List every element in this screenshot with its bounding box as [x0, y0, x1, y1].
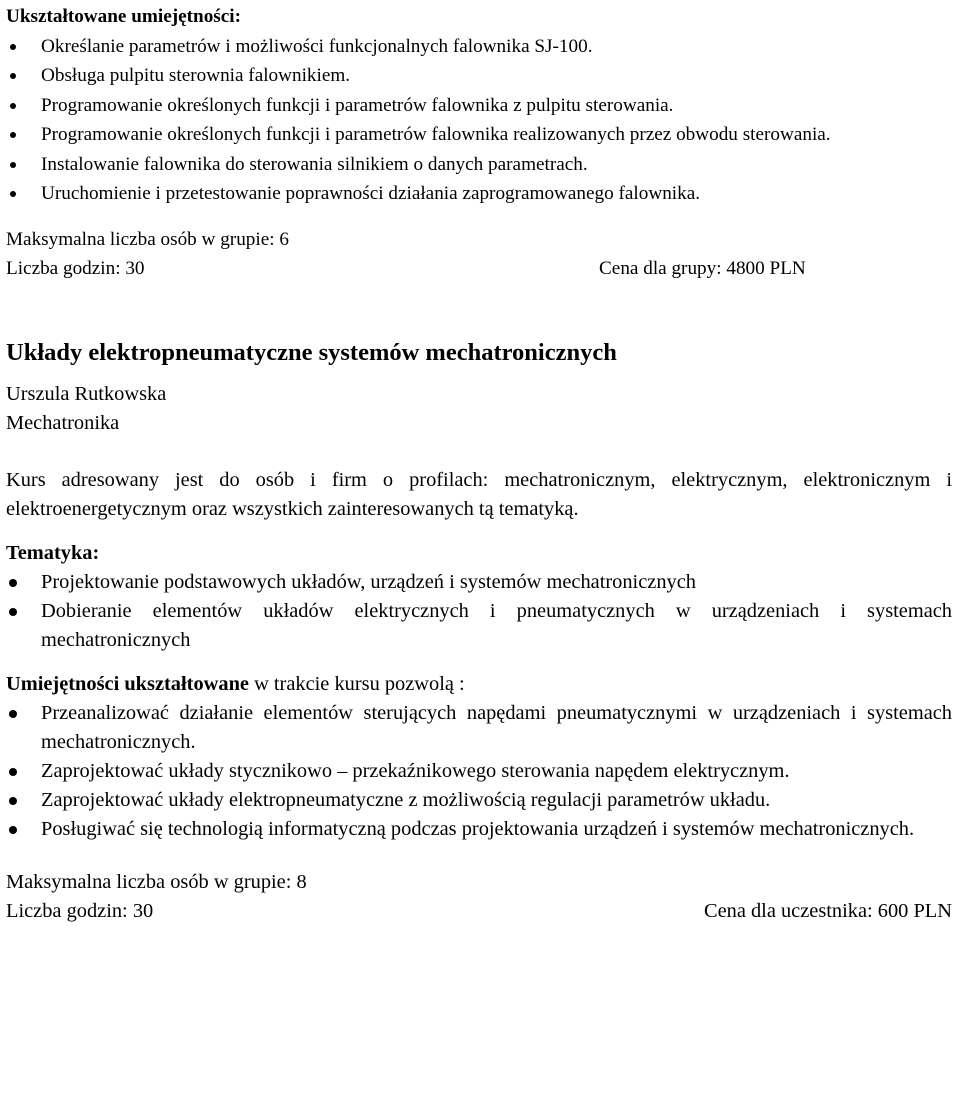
course-title: Układy elektropneumatyczne systemów mechatronicznych	[6, 338, 617, 366]
list-item: Programowanie określonych funkcji i parametrów falownika realizowanych przez obwodu sterowania.	[6, 120, 952, 150]
list-item: Programowanie określonych funkcji i parametrów falownika z pulpitu sterowania.	[6, 91, 952, 121]
course-hours: Liczba godzin: 30	[6, 899, 154, 922]
course-hours: Liczba godzin: 30	[6, 258, 145, 279]
skills-heading-rest: w trakcie kursu pozwolą :	[248, 672, 465, 695]
max-group-size: Maksymalna liczba osób w grupie: 8	[6, 870, 307, 893]
list-item: Zaprojektować układy elektropneumatyczne z możliwością regulacji parametrów układu.	[6, 786, 952, 815]
topics-heading: Tematyka:	[6, 541, 100, 564]
skills-heading-2	[6, 670, 952, 699]
skills-heading-bold: Umiejętności ukształtowane	[6, 672, 249, 695]
course-section-inverter	[6, 2, 952, 284]
list-item: Posługiwać się technologią informatyczną podczas projektowania urządzeń i systemów mechatronicznych.	[6, 815, 952, 844]
course-author: Urszula Rutkowska	[6, 382, 167, 405]
skills-heading: Ukształtowane umiejętności:	[6, 6, 242, 27]
list-item: Obsługa pulpitu sterownia falownikiem.	[6, 61, 952, 91]
list-item: Projektowanie podstawowych układów, urządzeń i systemów mechatronicznych	[6, 568, 952, 597]
course-price: Cena dla grupy: 4800 PLN	[599, 258, 806, 279]
hours-price-row	[6, 254, 952, 284]
max-group-size: Maksymalna liczba osób w grupie: 6	[6, 228, 289, 250]
course-field: Mechatronika	[6, 411, 120, 434]
list-item: Określanie parametrów i możliwości funkcjonalnych falownika SJ-100.	[6, 32, 952, 62]
list-item: Dobieranie elementów układów elektrycznych i pneumatycznych w urządzeniach i systemach mechatronicznych	[6, 597, 952, 655]
list-item: Uruchomienie i przetestowanie poprawności działania zaprogramowanego falownika.	[6, 179, 952, 209]
list-item: Instalowanie falownika do sterowania silnikiem o danych parametrach.	[6, 150, 952, 180]
list-item: Zaprojektować układy stycznikowo – przekaźnikowego sterowania napędem elektrycznym.	[6, 757, 952, 786]
participant-price: Cena dla uczestnika: 600 PLN	[703, 899, 952, 922]
topics-list	[6, 568, 952, 655]
course-audience: Kurs adresowany jest do osób i firm o profilach: mechatronicznym, elektrycznym, elektronicznym i elektroenergetycznym oraz wszystkich zainteresowanych tą tematyką.	[6, 468, 952, 520]
course-section-electropneumatic	[6, 338, 952, 926]
skills-list-2	[6, 699, 952, 844]
list-item: Przeanalizować działanie elementów sterujących napędami pneumatycznymi w urządzeniach i systemach mechatronicznych.	[6, 699, 952, 757]
skills-list	[6, 32, 952, 209]
document-page	[0, 2, 960, 1095]
hours-price-row	[6, 897, 952, 926]
